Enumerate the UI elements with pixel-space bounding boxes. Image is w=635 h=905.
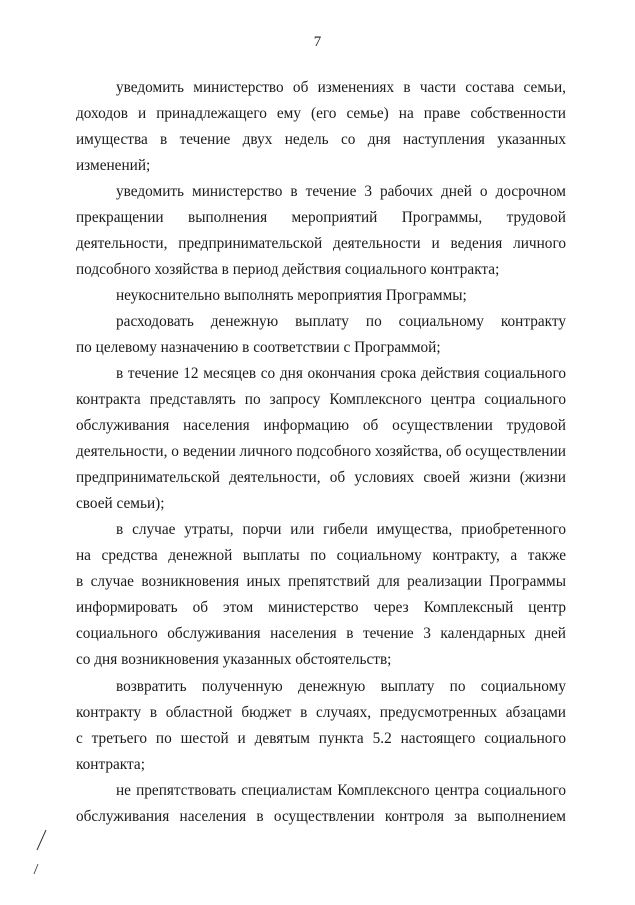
text-line: деятельности, предпринимательской деятельности и ведения личного — [76, 235, 566, 252]
text-line: по целевому назначению в соответствии с Программой; — [76, 339, 441, 356]
text-line: социального обслуживания населения в течение 3 календарных дней — [76, 625, 566, 642]
text-line: в случае возникновения иных препятствий для реализации Программы — [76, 573, 566, 590]
text-line: неукоснительно выполнять мероприятия Программы; — [116, 287, 467, 304]
text-line: уведомить министерство в течение 3 рабочих дней о досрочном — [116, 183, 566, 200]
text-line: доходов и принадлежащего ему (его семье) на праве собственности — [76, 105, 566, 122]
text-line: своей семьи); — [76, 495, 165, 512]
text-line: прекращении выполнения мероприятий Программы, трудовой — [76, 209, 566, 226]
text-line: в случае утраты, порчи или гибели имущества, приобретенного — [116, 521, 566, 538]
text-line: возвратить полученную денежную выплату по социальному — [116, 678, 566, 695]
text-line: контракта представлять по запросу Комплексного центра социального — [76, 391, 566, 408]
text-line: предпринимательской деятельности, об условиях своей жизни (жизни — [76, 469, 566, 486]
text-line: контракта; — [76, 756, 145, 773]
text-line: изменений; — [76, 157, 151, 174]
text-line: в течение 12 месяцев со дня окончания срока действия социального — [116, 365, 566, 382]
margin-pen-marks — [28, 828, 52, 888]
text-line: имущества в течение двух недель со дня наступления указанных — [76, 131, 566, 148]
text-line: контракту в областной бюджет в случаях, предусмотренных абзацами — [76, 704, 566, 721]
text-line: на средства денежной выплаты по социальному контракту, а также — [76, 547, 566, 564]
text-line: информировать об этом министерство через Комплексный центр — [76, 599, 566, 616]
text-line: деятельности, о ведении личного подсобного хозяйства, об осуществлении — [76, 443, 566, 460]
text-line: расходовать денежную выплату по социальному контракту — [116, 313, 566, 330]
text-line: уведомить министерство об изменениях в части состава семьи, — [116, 79, 566, 96]
text-line: со дня возникновения указанных обстоятельств; — [76, 651, 392, 668]
text-line: обслуживания населения информацию об осуществлении трудовой — [76, 417, 566, 434]
text-line: с третьего по шестой и девятым пункта 5.2 настоящего социального — [76, 730, 566, 747]
page-number: 7 — [313, 34, 322, 50]
text-line: не препятствовать специалистам Комплексного центра социального — [116, 782, 566, 799]
text-line: подсобного хозяйства в период действия социального контракта; — [76, 261, 500, 278]
text-line: обслуживания населения в осуществлении контроля за выполнением — [76, 808, 566, 825]
